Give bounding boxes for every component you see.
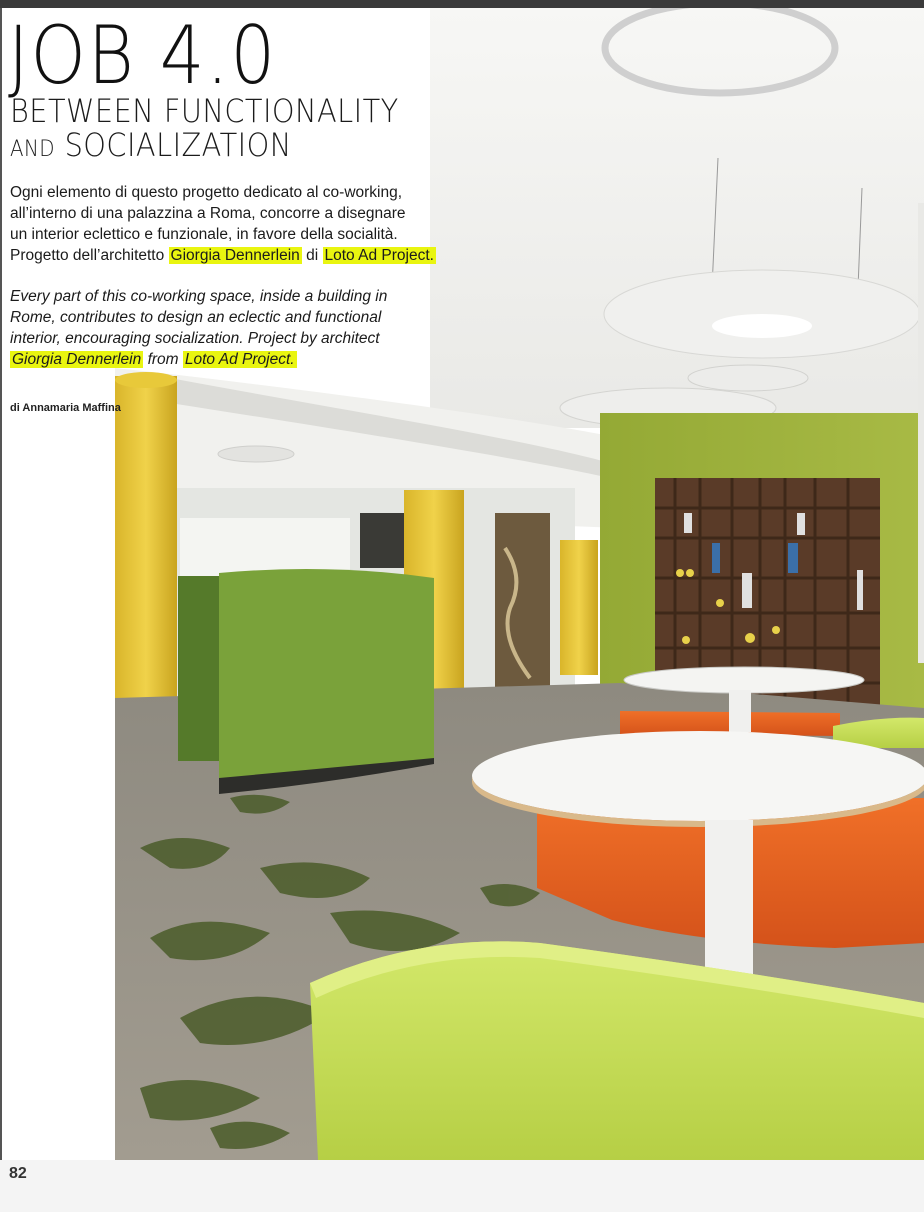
subtitle-line-1: BETWEEN FUNCTIONALITY — [10, 92, 399, 130]
page-footer — [0, 1160, 924, 1212]
intro-en-line-2: Rome, contributes to design an eclectic and functional — [10, 309, 382, 326]
article-subtitle — [10, 94, 399, 167]
intro-en-line-3: interior, encouraging socialization. Project by architect — [10, 330, 380, 347]
intro-it-credit — [10, 245, 460, 266]
studio-name-it: Loto Ad Project. — [324, 247, 434, 264]
intro-it-line-1: Ogni elemento di questo progetto dedicato al co-working, — [10, 184, 403, 201]
page-number: 82 — [9, 1165, 27, 1182]
credit-connector-it: di — [306, 247, 319, 264]
credit-prefix-it: Progetto dell’architetto — [10, 247, 165, 264]
intro-en-credit — [10, 349, 430, 370]
author-byline: di Annamaria Maffina — [10, 402, 121, 414]
article-title: JOB 4.0 — [8, 9, 277, 102]
subtitle-line-2 — [10, 128, 399, 167]
interior-photo — [0, 8, 924, 1160]
architect-name-it: Giorgia Dennerlein — [170, 247, 300, 264]
intro-italian — [10, 182, 460, 266]
subtitle-socialization: SOCIALIZATION — [64, 126, 292, 164]
intro-english — [10, 286, 430, 370]
viewer-left-edge — [0, 8, 2, 1212]
credit-connector-en: from — [147, 351, 179, 368]
studio-name-en: Loto Ad Project. — [184, 351, 295, 368]
architect-name-en: Giorgia Dennerlein — [12, 351, 142, 368]
intro-en-line-1: Every part of this co-working space, inside a building in — [10, 288, 388, 305]
subtitle-and: AND — [10, 137, 55, 162]
intro-it-line-2: all’interno di una palazzina a Roma, concorre a disegnare — [10, 205, 406, 222]
intro-it-line-3: un interior eclettico e funzionale, in favore della socialità. — [10, 226, 398, 243]
viewer-top-bar — [0, 0, 924, 8]
